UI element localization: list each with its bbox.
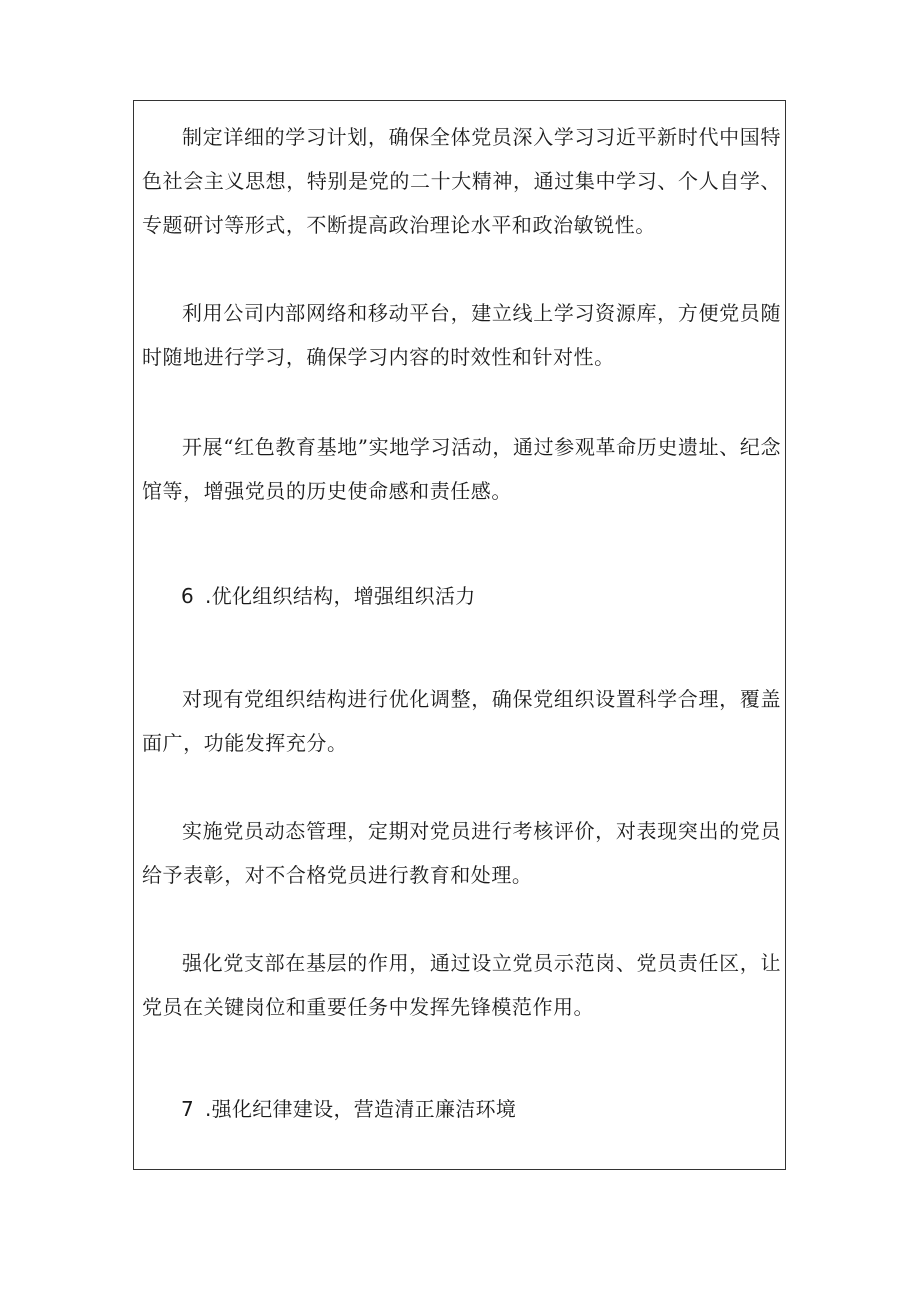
section-heading-6 [181,581,476,611]
section-number: 7 [181,1097,195,1121]
paragraph-online-learning: 利用公司内部网络和移动平台，建立线上学习资源库，方便党员随时随地进行学习，确保学习内容的时效性和针对性。 [142,301,781,369]
paragraph-red-education: 开展“红色教育基地”实地学习活动，通过参观革命历史遗址、纪念馆等，增强党员的历史使命感和责任感。 [142,435,781,503]
paragraph-branch-role: 强化党支部在基层的作用，通过设立党员示范岗、党员责任区，让党员在关键岗位和重要任务中发挥先锋模范作用。 [142,951,781,1019]
document-frame [133,100,786,1170]
section-title: .强化纪律建设，营造清正廉洁环境 [205,1097,517,1121]
paragraph-study-plan: 制定详细的学习计划，确保全体党员深入学习习近平新时代中国特色社会主义思想，特别是党的二十大精神，通过集中学习、个人自学、专题研讨等形式，不断提高政治理论水平和政治敏锐性。 [142,125,781,237]
paragraph-structure-optimization: 对现有党组织结构进行优化调整，确保党组织设置科学合理，覆盖面广，功能发挥充分。 [142,687,781,755]
paragraph-member-management: 实施党员动态管理，定期对党员进行考核评价，对表现突出的党员给予表彰，对不合格党员进行教育和处理。 [142,819,781,887]
section-number: 6 [181,584,195,608]
section-heading-7 [181,1094,516,1124]
section-title: .优化组织结构，增强组织活力 [205,584,476,608]
